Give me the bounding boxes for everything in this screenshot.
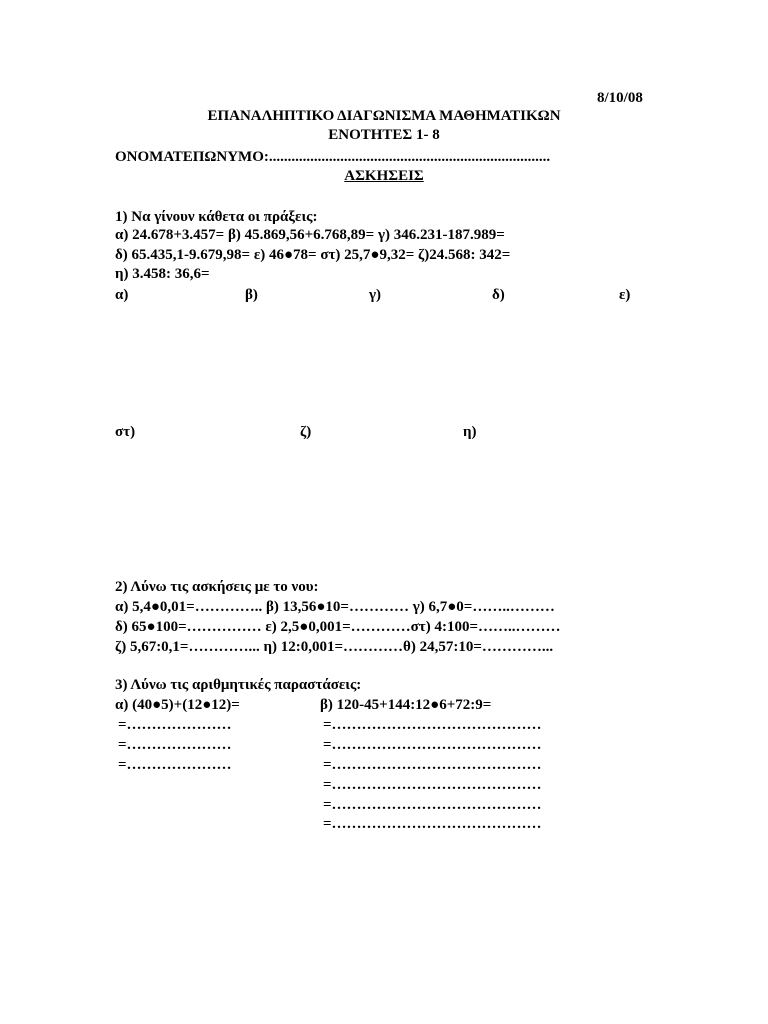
ex2-line: ζ) 5,67:0,1=…………... η) 12:0,001=…………θ) 24,57:10=…………... xyxy=(115,639,554,655)
ex1-work-label: στ) xyxy=(115,424,136,440)
ex3-left-answer-line: =………………… xyxy=(118,757,232,773)
ex1-work-label: α) xyxy=(115,287,129,303)
ex2-line: δ) 65●100=…………… ε) 2,5●0,001=…………στ) 4:100=……..……… xyxy=(115,619,561,635)
ex3-right-answer-line: =…………………………………… xyxy=(323,797,542,813)
ex1-work-label: ε) xyxy=(619,287,631,303)
page-subtitle: ΕΝΟΤΗΤΕΣ 1- 8 xyxy=(328,127,440,143)
ex3-title: 3) Λύνω τις αριθμητικές παραστάσεις: xyxy=(115,677,362,693)
page-title: ΕΠΑΝΑΛΗΠΤΙΚΟ ΔΙΑΓΩΝΙΣΜΑ ΜΑΘΗΜΑΤΙΚΩΝ xyxy=(207,108,561,124)
ex2-title: 2) Λύνω τις ασκήσεις με το νου: xyxy=(115,579,319,595)
ex3-right-answer-line: =…………………………………… xyxy=(323,757,542,773)
ex1-work-label: γ) xyxy=(369,287,382,303)
ex1-line: η) 3.458: 36,6= xyxy=(115,266,210,282)
ex3-right-answer-line: =…………………………………… xyxy=(323,816,542,832)
ex1-work-label: ζ) xyxy=(300,424,312,440)
ex1-work-label: δ) xyxy=(492,287,505,303)
ex3-right-expression: β) 120-45+144:12●6+72:9= xyxy=(320,697,492,713)
ex3-left-answer-line: =………………… xyxy=(118,717,232,733)
ex3-left-expression: α) (40●5)+(12●12)= xyxy=(115,697,240,713)
name-line: ΟΝΟΜΑΤΕΠΩΝΥΜΟ:........................................................................... xyxy=(115,149,551,165)
date: 8/10/08 xyxy=(597,90,643,106)
ex1-work-label: η) xyxy=(463,424,477,440)
ex3-right-answer-line: =…………………………………… xyxy=(323,737,542,753)
ex3-right-answer-line: =…………………………………… xyxy=(323,717,542,733)
ex1-work-label: β) xyxy=(245,287,258,303)
ex1-title: 1) Να γίνουν κάθετα οι πράξεις: xyxy=(115,209,318,225)
ex1-line: δ) 65.435,1-9.679,98= ε) 46●78= στ) 25,7●9,32= ζ)24.568: 342= xyxy=(115,247,511,263)
ex2-line: α) 5,4●0,01=………….. β) 13,56●10=………… γ) 6,7●0=……..……… xyxy=(115,599,555,615)
section-heading: ΑΣΚΗΣΕΙΣ xyxy=(344,168,424,184)
ex3-left-answer-line: =………………… xyxy=(118,737,232,753)
ex3-right-answer-line: =…………………………………… xyxy=(323,777,542,793)
ex1-line: α) 24.678+3.457= β) 45.869,56+6.768,89= γ) 346.231-187.989= xyxy=(115,227,505,243)
